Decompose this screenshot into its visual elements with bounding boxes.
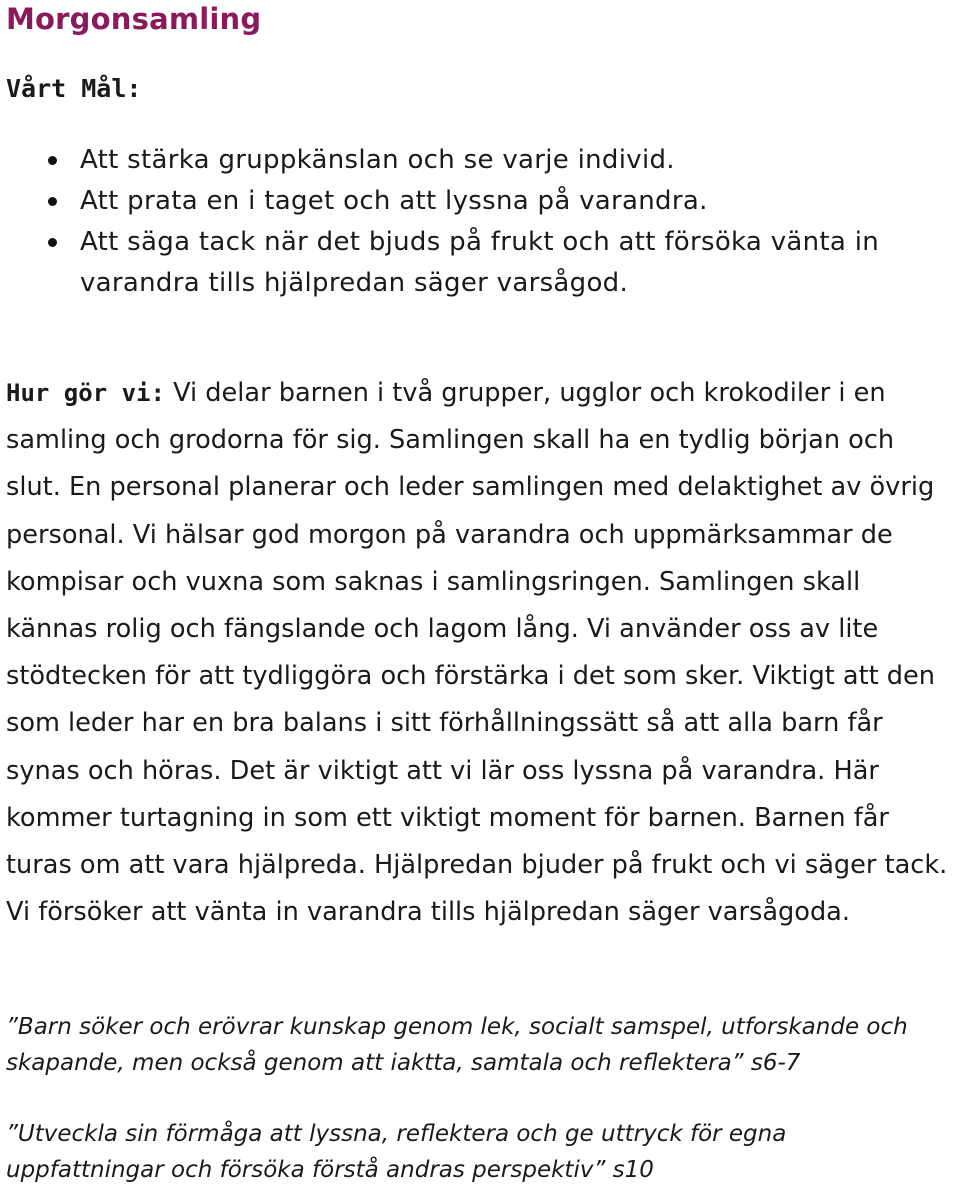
goal-text: Att säga tack när det bjuds på frukt och att försöka vänta in varandra tills hjälpredan säger varsågod.	[80, 227, 880, 298]
page-title: Morgonsamling	[6, 2, 262, 36]
how-text: Vi delar barnen i två grupper, ugglor och krokodiler i en samling och grodorna för sig. Samlingen skall ha en tydlig början och slut. En personal planerar och leder samlingen med delaktighet av övrig personal. Vi hälsar god morgon på varandra och uppmärksammar de kompisar och vuxna som saknas i samlingsringen. Samlingen skall kännas rolig och fängslande och lagom lång. Vi använder oss av lite stödtecken för att tydliggöra och förstärka i det som sker. Viktigt att den som leder har en bra balans i sitt förhållningssätt så att alla barn får synas och höras. Det är viktigt att vi lär oss lyssna på varandra. Här kommer turtagning in som ett viktigt moment för barnen. Barnen får turas om att vara hjälpreda. Hjälpredan bjuder på frukt och vi säger tack. Vi försöker att vänta in varandra tills hjälpredan säger varsågoda.	[6, 378, 948, 928]
goal-heading: Vårt Mål:	[6, 74, 142, 103]
goal-item	[80, 222, 950, 304]
goal-text: Att stärka gruppkänslan och se varje individ.	[80, 145, 675, 175]
curriculum-quote: ”Utveckla sin förmåga att lyssna, reflektera och ge uttryck för egna uppfattningar och försöka förstå andras perspektiv” s10	[6, 1121, 787, 1183]
how-paragraph	[6, 370, 956, 936]
goal-item	[80, 140, 950, 181]
bullet-icon	[48, 156, 57, 165]
bullet-icon	[48, 197, 57, 206]
goal-item	[80, 181, 950, 222]
goal-text: Att prata en i taget och att lyssna på varandra.	[80, 186, 708, 216]
how-label: Hur gör vi:	[6, 379, 165, 407]
bullet-icon	[48, 238, 57, 247]
curriculum-quote: ”Barn söker och erövrar kunskap genom lek, socialt samspel, utforskande och skapande, men också genom att iaktta, samtala och reflektera” s6-7	[6, 1014, 908, 1076]
goal-list	[80, 140, 950, 304]
